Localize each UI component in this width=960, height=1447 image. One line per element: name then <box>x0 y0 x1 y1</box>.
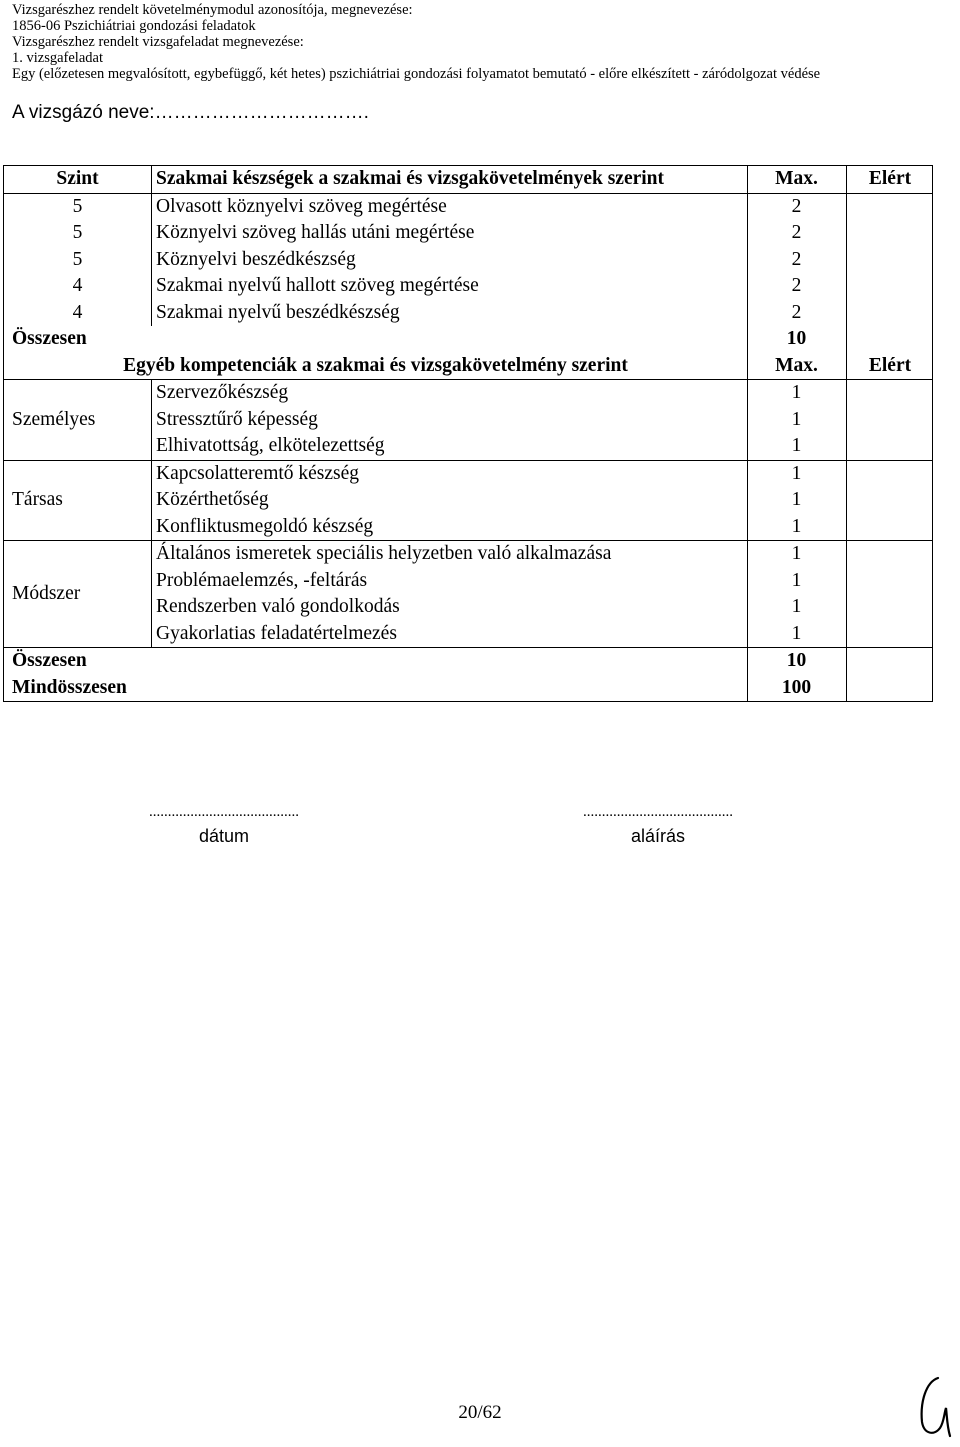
date-line: ........................................ <box>149 804 299 820</box>
signature-label: aláírás <box>630 826 686 846</box>
row-skill: Szakmai nyelvű beszédkészség <box>156 301 400 323</box>
item-achieved-field[interactable] <box>846 594 934 621</box>
competency-group-personal <box>3 379 933 460</box>
item-max: 1 <box>791 515 802 537</box>
row-skill: Köznyelvi beszédkészség <box>156 248 356 270</box>
grand-total-achieved-field[interactable] <box>846 675 934 702</box>
list-item <box>4 407 932 434</box>
header-line-task-description: Egy (előzetesen megvalósított, egybefüggő, két hetes) pszichiátriai gondozási folyamatot bemutató - előre elkészített - záródolgozat védése <box>12 66 821 82</box>
row-achieved-field[interactable] <box>846 247 934 274</box>
item-achieved-field[interactable] <box>846 568 934 595</box>
competencies-header-row <box>3 353 933 380</box>
header-achieved: Elért <box>868 168 912 189</box>
item-max: 1 <box>791 382 802 403</box>
item-skill: Konfliktusmegoldó készség <box>156 515 374 537</box>
professional-header-row <box>3 165 933 193</box>
total-label: Összesen <box>12 650 87 671</box>
header-line-module-label: Vizsgarészhez rendelt követelménymodul azonosítója, megnevezése: <box>12 2 413 18</box>
table-row <box>3 247 933 274</box>
list-item <box>4 621 932 648</box>
row-achieved-field[interactable] <box>846 300 934 327</box>
page-number: 20/62 <box>458 1402 502 1423</box>
header-line-task-label: Vizsgarészhez rendelt vizsgafeladat megnevezése: <box>12 34 304 50</box>
item-achieved-field[interactable] <box>846 514 934 541</box>
list-item <box>4 380 932 407</box>
row-level: 5 <box>72 195 83 217</box>
item-achieved-field[interactable] <box>846 487 934 514</box>
competencies-header-achieved: Elért <box>868 354 912 376</box>
item-achieved-field[interactable] <box>846 433 934 460</box>
item-max: 1 <box>791 435 802 456</box>
row-skill: Köznyelvi szöveg hallás utáni megértése <box>156 222 475 243</box>
item-skill: Gyakorlatias feladatértelmezés <box>156 622 397 644</box>
date-label: dátum <box>198 826 250 846</box>
row-max: 2 <box>791 222 802 243</box>
item-max: 1 <box>791 596 802 617</box>
item-achieved-field[interactable] <box>846 621 934 648</box>
total-label: Összesen <box>12 328 87 349</box>
item-skill: Általános ismeretek speciális helyzetben való alkalmazása <box>156 543 612 564</box>
item-max: 1 <box>791 489 802 510</box>
group-name: Módszer <box>12 583 81 604</box>
row-skill: Szakmai nyelvű hallott szöveg megértése <box>156 275 479 296</box>
competency-group-method <box>3 540 933 647</box>
item-skill: Kapcsolatteremtő készség <box>156 462 360 484</box>
group-name: Személyes <box>12 408 96 430</box>
item-skill: Stressztűrő képesség <box>156 408 318 430</box>
table-row <box>3 300 933 327</box>
item-skill: Elhivatottság, elkötelezettség <box>156 435 385 456</box>
item-max: 1 <box>791 462 802 484</box>
competencies-total-row <box>3 647 933 675</box>
total-achieved-field[interactable] <box>846 326 934 353</box>
list-item <box>4 433 932 460</box>
item-max: 1 <box>791 622 802 644</box>
header-line-task-number: 1. vizsgafeladat <box>12 50 103 66</box>
grand-total-row <box>3 675 933 703</box>
row-achieved-field[interactable] <box>846 194 934 221</box>
row-achieved-field[interactable] <box>846 273 934 300</box>
row-level: 4 <box>72 301 83 323</box>
candidate-name-field: A vizsgázó neve:……………………………. <box>12 102 369 123</box>
group-name: Társas <box>12 489 63 511</box>
grand-total-max: 100 <box>781 676 812 698</box>
item-max: 1 <box>791 569 802 591</box>
item-achieved-field[interactable] <box>846 541 934 568</box>
row-level: 4 <box>72 275 83 296</box>
evaluation-table <box>3 165 933 702</box>
document-header <box>12 2 820 82</box>
competencies-title: Egyéb kompetenciák a szakmai és vizsgakövetelmény szerint <box>123 354 628 376</box>
total-max: 10 <box>786 650 807 671</box>
row-level: 5 <box>72 248 83 270</box>
item-achieved-field[interactable] <box>846 461 934 488</box>
table-row <box>3 193 933 221</box>
table-row <box>3 273 933 300</box>
item-max: 1 <box>791 408 802 430</box>
item-achieved-field[interactable] <box>846 380 934 407</box>
row-max: 2 <box>791 301 802 323</box>
header-max: Max. <box>775 168 818 189</box>
list-item <box>4 541 932 568</box>
professional-total-row <box>3 326 933 353</box>
row-achieved-field[interactable] <box>846 220 934 247</box>
list-item <box>4 594 932 621</box>
header-skill: Szakmai készségek a szakmai és vizsgakövetelmények szerint <box>156 168 665 189</box>
header-level: Szint <box>56 168 99 189</box>
row-max: 2 <box>791 195 802 217</box>
list-item <box>4 568 932 595</box>
row-max: 2 <box>791 275 802 296</box>
grand-total-label: Mindösszesen <box>12 676 127 698</box>
competency-group-social <box>3 460 933 541</box>
signature-block <box>508 800 808 848</box>
list-item <box>4 461 932 488</box>
item-skill: Rendszerben való gondolkodás <box>156 596 400 617</box>
handwritten-initial-icon <box>916 1372 954 1440</box>
row-skill: Olvasott köznyelvi szöveg megértése <box>156 195 447 217</box>
competencies-header-max: Max. <box>775 354 818 376</box>
item-skill: Problémaelemzés, -feltárás <box>156 569 368 591</box>
signature-line: ........................................ <box>583 804 733 820</box>
row-max: 2 <box>791 248 802 270</box>
table-row <box>3 220 933 247</box>
list-item <box>4 514 932 541</box>
row-level: 5 <box>72 222 83 243</box>
item-skill: Szervezőkészség <box>156 382 289 403</box>
item-achieved-field[interactable] <box>846 407 934 434</box>
item-skill: Közérthetőség <box>156 489 269 510</box>
total-achieved-field[interactable] <box>846 648 934 675</box>
list-item <box>4 487 932 514</box>
item-max: 1 <box>791 543 802 564</box>
date-block <box>74 800 374 848</box>
total-max: 10 <box>786 328 807 349</box>
header-line-module-name: 1856-06 Pszichiátriai gondozási feladatok <box>12 18 256 34</box>
